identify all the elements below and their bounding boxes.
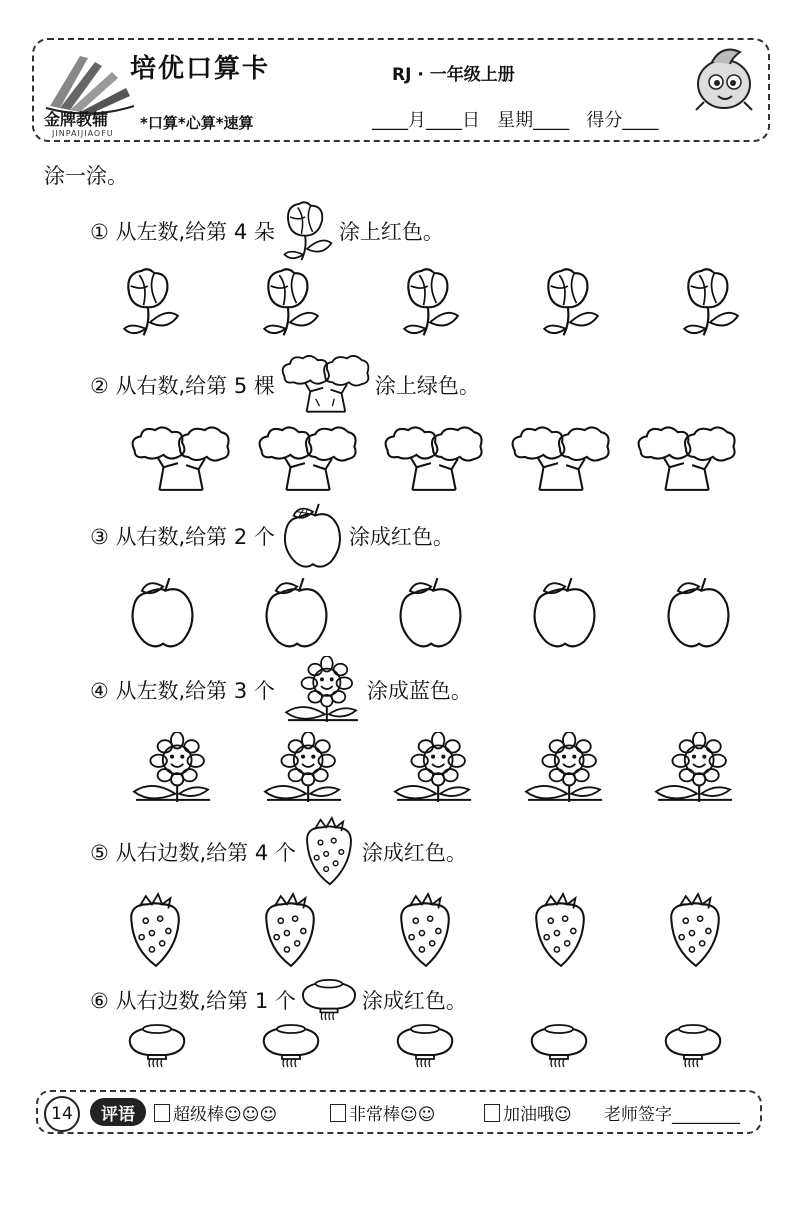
rose-icon[interactable] bbox=[120, 266, 180, 338]
page-number: 14 bbox=[44, 1096, 80, 1132]
sunflower-row bbox=[126, 732, 738, 804]
rose-icon[interactable] bbox=[680, 266, 740, 338]
rose-icon[interactable] bbox=[260, 266, 320, 338]
checkbox-super[interactable] bbox=[154, 1104, 170, 1122]
apple-icon[interactable] bbox=[258, 576, 334, 650]
question-3-prefix: ③ 从右数,给第 2 个 bbox=[90, 525, 275, 549]
apple-icon bbox=[279, 502, 345, 570]
question-3-suffix: 涂成红色。 bbox=[348, 525, 454, 549]
question-1-suffix: 涂上红色。 bbox=[338, 220, 444, 244]
strawberry-row bbox=[124, 892, 726, 970]
tree-icon[interactable] bbox=[255, 426, 359, 494]
tree-icon[interactable] bbox=[381, 426, 485, 494]
question-4 bbox=[90, 656, 472, 724]
option-keep-going-label: 加油哦☺ bbox=[503, 1105, 572, 1125]
instruction-text: 涂一涂。 bbox=[44, 164, 128, 188]
strawberry-icon[interactable] bbox=[124, 892, 186, 970]
sunflower-icon bbox=[279, 656, 363, 724]
sunflower-icon[interactable] bbox=[126, 732, 216, 804]
comment-badge: 评语 bbox=[90, 1098, 146, 1126]
question-4-prefix: ④ 从左数,给第 3 个 bbox=[90, 679, 275, 703]
apple-row bbox=[124, 576, 736, 650]
strawberry-icon[interactable] bbox=[394, 892, 456, 970]
option-very-good[interactable] bbox=[330, 1100, 435, 1125]
rose-icon[interactable] bbox=[540, 266, 600, 338]
question-1 bbox=[90, 200, 444, 262]
question-6 bbox=[90, 978, 467, 1022]
strawberry-icon[interactable] bbox=[259, 892, 321, 970]
subtitle: *口算*心算*速算 bbox=[140, 114, 254, 132]
teacher-signature[interactable]: 老师签字________ bbox=[604, 1105, 740, 1125]
header-card bbox=[32, 38, 770, 142]
tree-icon[interactable] bbox=[128, 426, 232, 494]
question-2 bbox=[90, 352, 480, 418]
sunflower-icon[interactable] bbox=[648, 732, 738, 804]
question-6-suffix: 涂成红色。 bbox=[361, 989, 467, 1013]
option-super-label: 超级棒☺☺☺ bbox=[173, 1105, 278, 1125]
date-score-line: ____月____日 星期____ 得分____ bbox=[372, 110, 659, 131]
page-title: 培优口算卡 bbox=[130, 54, 271, 84]
book-fan-icon bbox=[40, 46, 140, 116]
apple-icon[interactable] bbox=[392, 576, 468, 650]
footer-bar bbox=[36, 1090, 762, 1134]
question-6-prefix: ⑥ 从右边数,给第 1 个 bbox=[90, 989, 296, 1013]
lantern-icon[interactable] bbox=[396, 1022, 454, 1070]
question-2-suffix: 涂上绿色。 bbox=[374, 374, 480, 398]
option-very-good-label: 非常棒☺☺ bbox=[349, 1105, 436, 1125]
question-2-prefix: ② 从右数,给第 5 棵 bbox=[90, 374, 275, 398]
edition-label: RJ · 一年级上册 bbox=[392, 65, 515, 85]
question-1-prefix: ① 从左数,给第 4 朵 bbox=[90, 220, 275, 244]
rose-icon bbox=[279, 200, 335, 262]
option-keep-going[interactable] bbox=[484, 1100, 572, 1125]
sunflower-icon[interactable] bbox=[257, 732, 347, 804]
apple-icon[interactable] bbox=[124, 576, 200, 650]
question-5 bbox=[90, 816, 467, 888]
option-super[interactable] bbox=[154, 1100, 277, 1125]
strawberry-icon bbox=[300, 816, 358, 888]
apple-icon[interactable] bbox=[660, 576, 736, 650]
rose-icon[interactable] bbox=[400, 266, 460, 338]
lantern-icon[interactable] bbox=[262, 1022, 320, 1070]
lantern-row bbox=[128, 1022, 722, 1070]
question-4-suffix: 涂成蓝色。 bbox=[366, 679, 472, 703]
lantern-icon[interactable] bbox=[664, 1022, 722, 1070]
lantern-icon[interactable] bbox=[530, 1022, 588, 1070]
apple-icon[interactable] bbox=[526, 576, 602, 650]
strawberry-icon[interactable] bbox=[664, 892, 726, 970]
sunflower-icon[interactable] bbox=[387, 732, 477, 804]
tree-icon bbox=[279, 352, 371, 418]
lantern-icon bbox=[300, 978, 358, 1022]
mascot-icon bbox=[682, 44, 762, 116]
tree-icon[interactable] bbox=[508, 426, 612, 494]
sunflower-icon[interactable] bbox=[518, 732, 608, 804]
brand-logo bbox=[40, 46, 140, 138]
brand-name: 金牌教辅 bbox=[44, 110, 109, 129]
question-3 bbox=[90, 502, 454, 570]
tree-row bbox=[128, 426, 738, 494]
tree-icon[interactable] bbox=[634, 426, 738, 494]
question-5-suffix: 涂成红色。 bbox=[361, 841, 467, 865]
question-5-prefix: ⑤ 从右边数,给第 4 个 bbox=[90, 841, 296, 865]
lantern-icon[interactable] bbox=[128, 1022, 186, 1070]
strawberry-icon[interactable] bbox=[529, 892, 591, 970]
checkbox-very-good[interactable] bbox=[330, 1104, 346, 1122]
rose-row bbox=[120, 266, 740, 338]
brand-name-pinyin: JINPAIJIAOFU bbox=[52, 129, 114, 138]
checkbox-keep-going[interactable] bbox=[484, 1104, 500, 1122]
